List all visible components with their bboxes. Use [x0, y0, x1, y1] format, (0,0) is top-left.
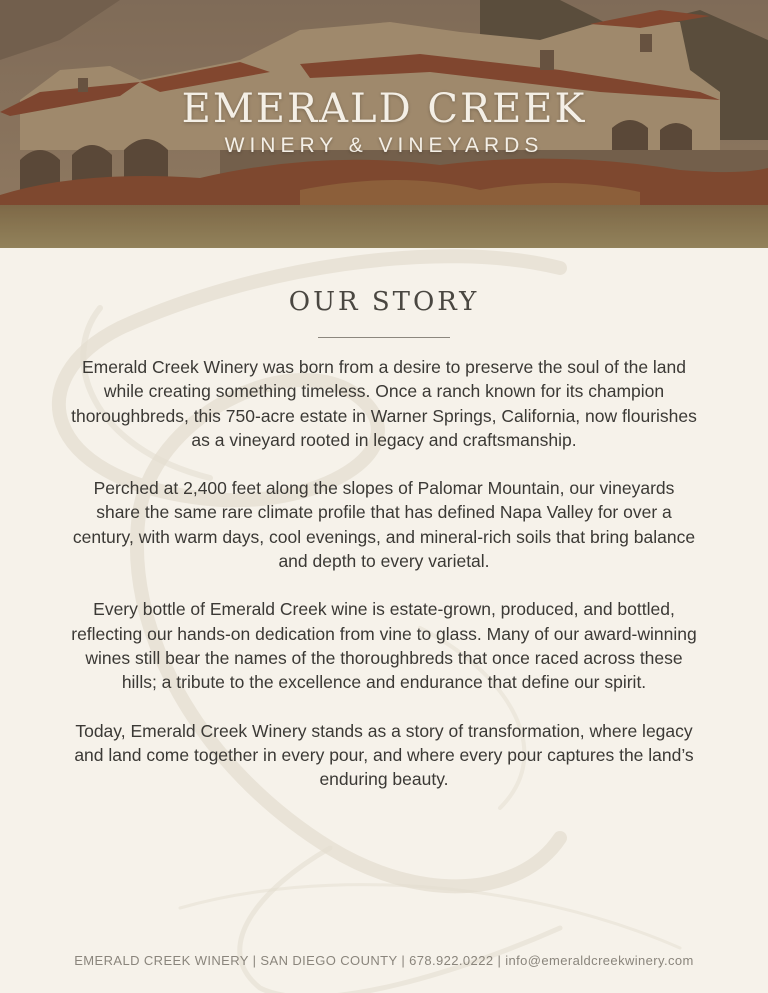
story-paragraph-3: Every bottle of Emerald Creek wine is estate-grown, produced, and bottled, reflecting our hands-on dedication from vine to glass. Many of our award-winning wines still bear the names of the thoroughbreds that once raced across these hills; a tribute to the excellence and endurance that define our spirit.	[71, 599, 697, 693]
story-paragraph-2: Perched at 2,400 feet along the slopes of Palomar Mountain, our vineyards share the same rare climate profile that has defined Napa Valley for over a century, with warm days, cool evenings, and mineral-rich soils that bring balance and depth to every varietal.	[72, 478, 696, 572]
brand-subtitle: WINERY & VINEYARDS	[224, 134, 544, 157]
story-heading: OUR STORY	[288, 287, 480, 317]
story-body	[70, 355, 698, 815]
brand-title: EMERALD CREEK	[181, 86, 587, 132]
hero-image	[0, 0, 768, 248]
story-paragraph-4: Today, Emerald Creek Winery stands as a story of transformation, where legacy and land come together in every pour, and where every pour captures the land’s enduring beauty.	[74, 720, 694, 790]
footer-contact-line: EMERALD CREEK WINERY | SAN DIEGO COUNTY | 678.922.0222 | info@emeraldcreekwinery.com	[74, 953, 694, 968]
heading-divider	[318, 337, 450, 338]
story-paragraph-1: Emerald Creek Winery was born from a desire to preserve the soul of the land while creating something timeless. Once a ranch known for its champion thoroughbreds, this 750-acre estate in Warner Springs, California, now flourishes as a vineyard rooted in legacy and craftsmanship.	[71, 357, 697, 450]
